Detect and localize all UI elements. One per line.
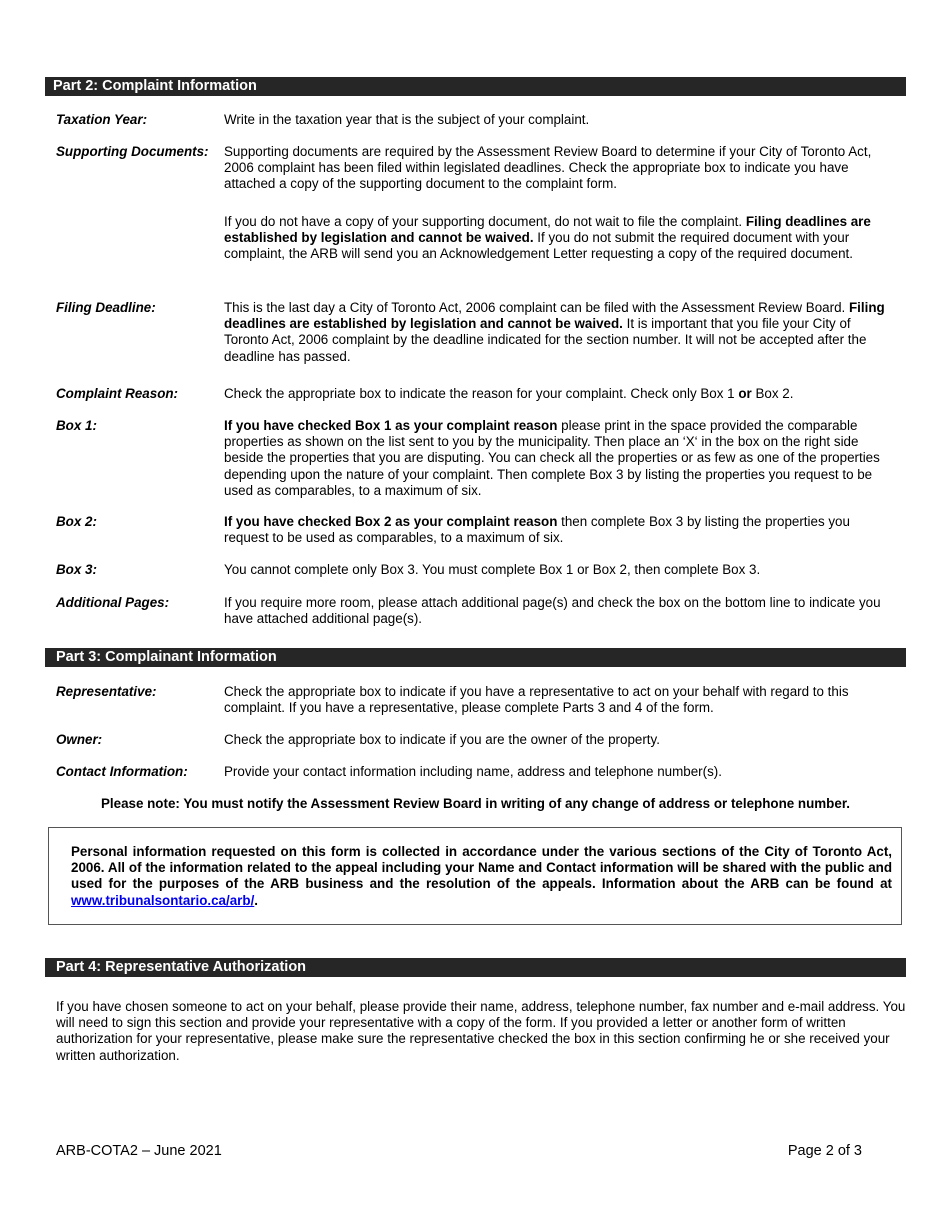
- supporting-documents-text: Supporting documents are required by the Assessment Review Board to determine if your City of Toronto Act, 2006 complaint has been filed within legislated deadlines. Check the appropriate box to indicate you have attached a copy of the supporting document to the complaint form.: [224, 144, 872, 192]
- box3-text: You cannot complete only Box 3. You must complete Box 1 or Box 2, then complete Box 3.: [224, 562, 761, 577]
- box1-text-bold: If you have checked Box 1 as your complaint reason: [224, 418, 558, 433]
- part2-header: [45, 77, 906, 96]
- address-change-note: Please note: You must notify the Assessment Review Board in writing of any change of address or telephone number.: [100, 796, 851, 811]
- contact-information-label: Contact Information:: [56, 764, 188, 779]
- representative-label: Representative:: [56, 684, 157, 699]
- part4-header: [45, 958, 906, 977]
- page-number: Page 2 of 3: [787, 1143, 862, 1159]
- filing-text-a: This is the last day a City of Toronto Act, 2006 complaint can be filed with the Assessment Review Board.: [224, 300, 846, 315]
- filing-deadline-label: Filing Deadline:: [56, 300, 156, 315]
- additional-pages-label: Additional Pages:: [56, 595, 170, 610]
- box1-label: Box 1:: [56, 418, 97, 433]
- contact-information-text: Provide your contact information including name, address and telephone number(s).: [224, 764, 722, 779]
- box2-label: Box 2:: [56, 514, 97, 529]
- form-id: ARB-COTA2 – June 2021: [56, 1143, 222, 1159]
- complaint-reason-text: [224, 386, 896, 402]
- taxation-year-label: Taxation Year:: [56, 112, 148, 127]
- taxation-year-text: Write in the taxation year that is the subject of your complaint.: [224, 112, 590, 127]
- supporting-documents-note: [224, 214, 896, 263]
- part3-header-text: Part 3: Complainant Information: [56, 649, 277, 665]
- part4-header-text: Part 4: Representative Authorization: [56, 959, 307, 975]
- owner-text: Check the appropriate box to indicate if you are the owner of the property.: [224, 732, 660, 747]
- box3-label: Box 3:: [56, 562, 97, 577]
- tribunals-ontario-link[interactable]: www.tribunalsontario.ca/arb/: [71, 892, 255, 908]
- box1-text-b: please print in the space provided the comparable properties as shown on the list sent to you by the municipality. Then place an ‘X‘ in the box on the right side beside the properties that you are disputing. You can check all the properties or as few as one of the properties depending upon the nature of your complaint. Then complete Box 3 by listing the properties you request to be used as comparables, to a maximum of six.: [224, 418, 880, 498]
- reason-text-a: Check the appropriate box to indicate the reason for your complaint. Check only Box 1: [224, 386, 735, 401]
- box2-text: [224, 514, 896, 546]
- representative-authorization-text: If you have chosen someone to act on your behalf, please provide their name, address, telephone number, fax number and e-mail address. You will need to sign this section and provide your representative with a copy of the form. If you provided a letter or another form of written authorization for your representative, please make sure the representative checked the box in this section confirming he or she received your written authorization.: [56, 999, 906, 1063]
- additional-pages-text: If you require more room, please attach additional page(s) and check the box on the bottom line to indicate you have attached additional page(s).: [224, 595, 881, 627]
- part2-header-text: Part 2: Complaint Information: [53, 78, 257, 94]
- complaint-reason-label: Complaint Reason:: [56, 386, 179, 401]
- privacy-notice-text: Personal information requested on this form is collected in accordance under the various sections of the City of Toronto Act, 2006. All of the information related to the appeal including your Name and Contact information will be shared with the public and used for the purposes of the ARB business and the resolution of the appeals. Information about the ARB can be found at: [71, 844, 892, 892]
- owner-label: Owner:: [56, 732, 103, 747]
- supporting-documents-label: Supporting Documents:: [56, 144, 209, 159]
- box2-text-b: then complete Box 3 by listing the properties you request to be used as comparables, to a maximum of six.: [224, 514, 850, 546]
- privacy-notice-box: [48, 827, 902, 925]
- filing-text-bold: Filing deadlines are established by legislation and cannot be waived.: [224, 300, 885, 332]
- note-text-bold: Filing deadlines are established by legislation and cannot be waived.: [224, 214, 871, 246]
- note-text-b: If you do not submit the required document with your complaint, the ARB will send you an Acknowledgement Letter requesting a copy of the required document.: [224, 230, 853, 262]
- representative-text: Check the appropriate box to indicate if you have a representative to act on your behalf with regard to this complaint. If you have a representative, please complete Parts 3 and 4 of the form.: [224, 684, 849, 716]
- privacy-end: .: [254, 892, 259, 908]
- note-text-a: If you do not have a copy of your supporting document, do not wait to file the complaint.: [224, 214, 743, 229]
- box2-text-bold: If you have checked Box 2 as your complaint reason: [224, 514, 558, 529]
- part3-header: [45, 648, 906, 667]
- filing-deadline-text: [224, 300, 896, 365]
- reason-text-bold: or: [738, 386, 752, 401]
- box1-text: [224, 418, 896, 499]
- filing-text-b: It is important that you file your City of Toronto Act, 2006 complaint by the deadline indicated for the section number. It will not be accepted after the deadline has passed.: [224, 316, 867, 364]
- reason-text-b: Box 2.: [755, 386, 794, 401]
